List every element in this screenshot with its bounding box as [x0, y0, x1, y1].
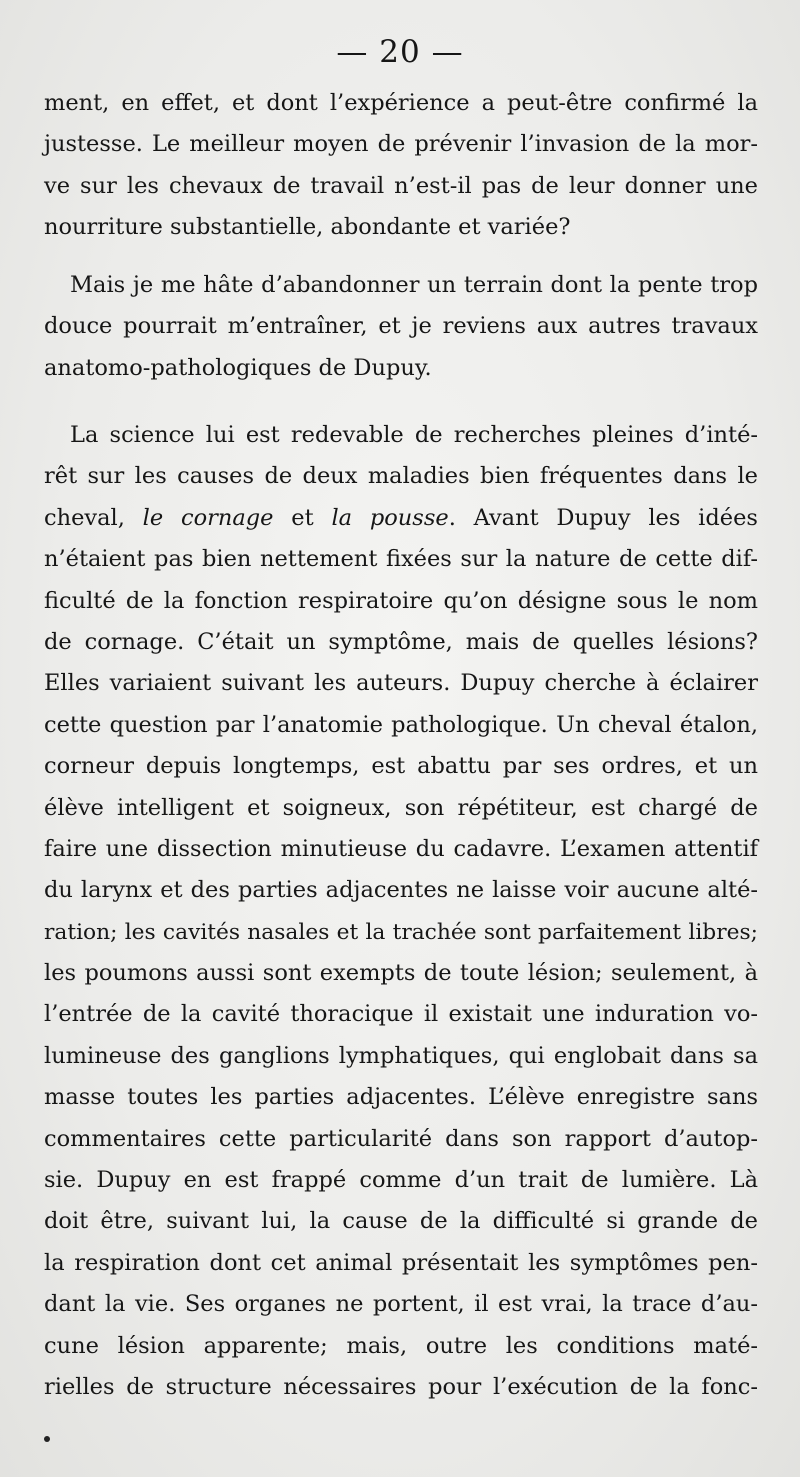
- text-segment: les poumons aussi sont exempts de toute lésion; seulement, à: [44, 960, 758, 987]
- text-segment: du larynx et des parties adjacentes ne laisse voir aucune alté-: [44, 877, 758, 904]
- text-segment: justesse. Le meilleur moyen de prévenir l’invasion de la mor-: [44, 131, 758, 158]
- text-line: [44, 1160, 758, 1201]
- text-segment: cette question par l’anatomie pathologique. Un cheval étalon,: [44, 711, 758, 738]
- text-segment: nourriture substantielle, abondante et variée?: [44, 214, 571, 241]
- text-segment: Elles variaient suivant les auteurs. Dupuy cherche à éclairer: [44, 670, 758, 697]
- italic-term: la pousse: [331, 504, 449, 531]
- text-line: [44, 829, 758, 870]
- text-line: [44, 870, 758, 911]
- italic-term: le cornage: [142, 504, 274, 531]
- text-line: [44, 498, 758, 539]
- text-line: [44, 539, 758, 580]
- text-segment: ve sur les chevaux de travail n’est-il pas de leur donner une: [44, 172, 758, 199]
- text-line: [44, 912, 758, 953]
- text-segment: . Avant Dupuy les idées: [448, 504, 758, 531]
- text-line: [44, 265, 758, 306]
- text-segment: Mais je me hâte d’abandonner un terrain dont la pente trop: [70, 272, 758, 298]
- paragraph-2: [44, 265, 758, 389]
- text-line: [44, 456, 758, 497]
- text-segment: ment, en effet, et dont l’expérience a peut-être confirmé la: [44, 90, 758, 116]
- text-line: [44, 166, 758, 207]
- page-number: — 20 —: [336, 34, 464, 70]
- text-line: [44, 1243, 758, 1284]
- text-segment: doit être, suivant lui, la cause de la difficulté si grande de: [44, 1208, 758, 1235]
- text-line: [44, 415, 758, 456]
- text-line: [44, 306, 758, 347]
- text-line: [44, 581, 758, 622]
- text-line: [44, 1077, 758, 1118]
- text-segment: rielles de structure nécessaires pour l’exécution de la fonc-: [44, 1373, 758, 1400]
- text-line: [44, 705, 758, 746]
- text-segment: anatomo-pathologiques de Dupuy.: [44, 354, 432, 381]
- text-segment: ficulté de la fonction respiratoire qu’on désigne sous le nom: [44, 587, 758, 614]
- text-line: [44, 348, 758, 389]
- text-line: [44, 788, 758, 829]
- text-line: [44, 1326, 758, 1367]
- text-segment: faire une dissection minutieuse du cadavre. L’examen attentif: [44, 835, 758, 862]
- paragraph-1: [44, 83, 758, 249]
- text-line: [44, 83, 758, 124]
- text-line: [44, 124, 758, 165]
- text-line: [44, 207, 758, 248]
- text-segment: n’étaient pas bien nettement fixées sur la nature de cette dif-: [44, 546, 758, 573]
- ink-dot: [44, 1436, 50, 1442]
- text-segment: rêt sur les causes de deux maladies bien fréquentes dans le: [44, 463, 758, 490]
- text-line: [44, 994, 758, 1035]
- text-segment: la respiration dont cet animal présentait les symptômes pen-: [44, 1249, 758, 1276]
- text-line: [44, 1201, 758, 1242]
- text-segment: ration; les cavités nasales et la trachée sont parfaitement libres;: [44, 919, 758, 945]
- text-line: [44, 1036, 758, 1077]
- text-segment: corneur depuis longtemps, est abattu par ses ordres, et un: [44, 753, 758, 780]
- text-line: [44, 1119, 758, 1160]
- text-segment: de cornage. C’était un symptôme, mais de quelles lésions?: [44, 628, 758, 655]
- text-line: [44, 953, 758, 994]
- text-segment: l’entrée de la cavité thoracique il existait une induration vo-: [44, 1001, 758, 1028]
- text-segment: commentaires cette particularité dans son rapport d’autop-: [44, 1125, 758, 1152]
- text-line: [44, 622, 758, 663]
- text-segment: La science lui est redevable de recherches pleines d’inté-: [70, 422, 758, 448]
- text-segment: et: [273, 504, 332, 531]
- text-line: [44, 663, 758, 704]
- text-line: [44, 1367, 758, 1408]
- text-segment: élève intelligent et soigneux, son répétiteur, est chargé de: [44, 794, 758, 821]
- text-line: [44, 1284, 758, 1325]
- text-segment: masse toutes les parties adjacentes. L’élève enregistre sans: [44, 1084, 758, 1111]
- text-segment: dant la vie. Ses organes ne portent, il est vrai, la trace d’au-: [44, 1291, 758, 1318]
- text-segment: lumineuse des ganglions lymphatiques, qui englobait dans sa: [44, 1042, 758, 1069]
- text-segment: cune lésion apparente; mais, outre les conditions maté-: [44, 1332, 758, 1359]
- paragraph-3: [44, 415, 758, 1408]
- text-line: [44, 746, 758, 787]
- text-segment: douce pourrait m’entraîner, et je reviens aux autres travaux: [44, 313, 758, 340]
- text-segment: sie. Dupuy en est frappé comme d’un trait de lumière. Là: [44, 1167, 758, 1194]
- text-segment: cheval,: [44, 504, 143, 531]
